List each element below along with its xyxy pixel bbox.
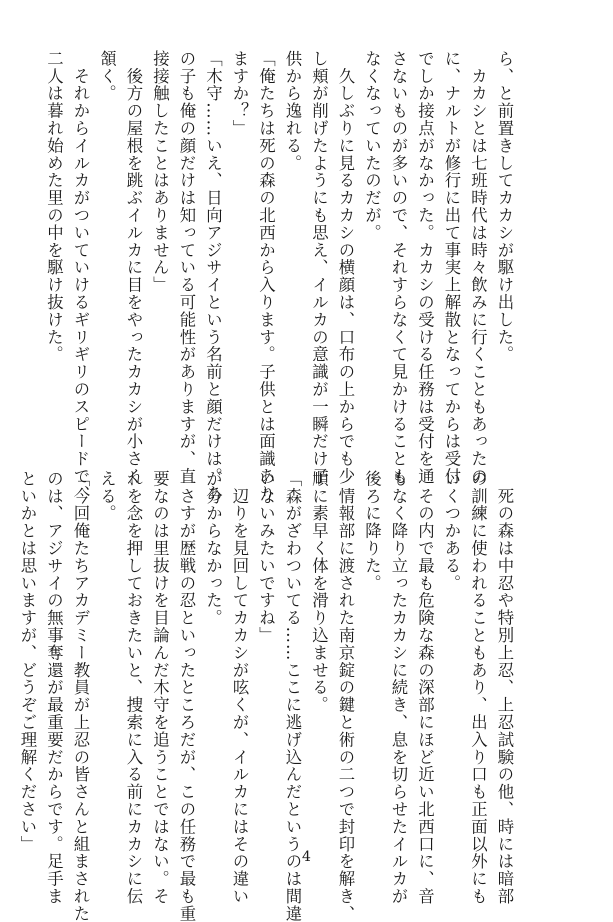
text-line: の訓練に使われることもあり、出入り口も正面以外にも <box>468 470 488 905</box>
text-line: いないみたいですね」 <box>256 470 276 644</box>
page-number: 4 <box>302 849 311 865</box>
text-line: その内で最も危険な森の深部にほど近い北西口に、音 <box>415 470 435 905</box>
text-line: さすが歴戦の忍といったところだが、この任務で最も重 <box>177 470 196 922</box>
text-line: 久しぶりに見るカカシの横顔は、口布の上からでも少 <box>336 50 355 485</box>
text-line: それからイルカがついていけるギリギリのスピードで、 <box>71 50 90 503</box>
text-line: さないものが多いので、それすらなくて見かけることも <box>389 50 408 485</box>
text-line: の子も俺の顔だけは知っている可能性がありますが、直 <box>177 50 196 485</box>
text-line: 頷く。 <box>97 50 117 103</box>
text-line: ら、と前置きしてカカシが駆け出した。 <box>495 50 514 364</box>
text-line: 要なのは里抜けを目論んだ木守を追うことではない。そ <box>150 470 170 905</box>
text-line: 後ろに降りた。 <box>362 470 382 592</box>
text-line: える。 <box>97 470 117 523</box>
text-line: れを念を押しておきたいと、捜索に入る前にカカシに伝 <box>124 470 143 905</box>
text-line: 順に素早く体を滑り込ませる。 <box>309 470 329 714</box>
text-line: 後方の屋根を跳ぶイルカに目をやったカカシが小さく <box>124 50 143 485</box>
text-line: し頬が削げたようにも思え、イルカの意識が一瞬だけ子 <box>309 50 329 485</box>
text-line: なくなっていたのだが。 <box>362 50 382 242</box>
text-line: もなく降り立ったカカシに続き、息を切らせたイルカが <box>389 470 408 905</box>
text-line: 接接触したことはありません」 <box>150 50 170 294</box>
text-line: 「俺たちは死の森の北西から入ります。子供とは面識あり <box>256 50 276 503</box>
text-line: 「今回俺たちアカデミー教員が上忍の皆さんと組まされた <box>71 470 90 922</box>
text-line: 辺りを見回してカカシが呟くが、イルカにはその違い <box>230 470 249 905</box>
text-line: 供から逸れる。 <box>283 50 302 172</box>
text-line: のは、アジサイの無事奪還が最重要だからです。足手ま <box>44 470 64 905</box>
lower-text-block <box>14 470 518 922</box>
text-line: カカシとは七班時代は時々飲みに行くこともあったの <box>468 50 488 485</box>
text-line: 情報部に渡された南京錠の鍵と術の二つで封印を解き、 <box>336 470 355 922</box>
text-line: 「森がざわついてる……ここに逃げ込んだというのは間違 <box>283 470 302 922</box>
text-line: が分からなかった。 <box>203 470 223 627</box>
text-line: に、ナルトが修行に出て事実上解散となってからは受付 <box>442 50 461 485</box>
text-line: 死の森は中忍や特別上忍、上忍試験の他、時には暗部 <box>495 470 514 905</box>
text-line: ますか？」 <box>230 50 249 137</box>
text-line: といかとは思いますが、どうぞご理解ください」 <box>18 470 37 853</box>
text-line: いくつかある。 <box>442 470 461 592</box>
text-line: 「木守……いえ、日向アジサイという名前と顔だけは。あ <box>203 50 223 503</box>
text-line: でしか接点がなかった。カカシの受ける任務は受付を通 <box>415 50 435 485</box>
text-line: 二人は暮れ始めた里の中を駆け抜けた。 <box>44 50 64 364</box>
